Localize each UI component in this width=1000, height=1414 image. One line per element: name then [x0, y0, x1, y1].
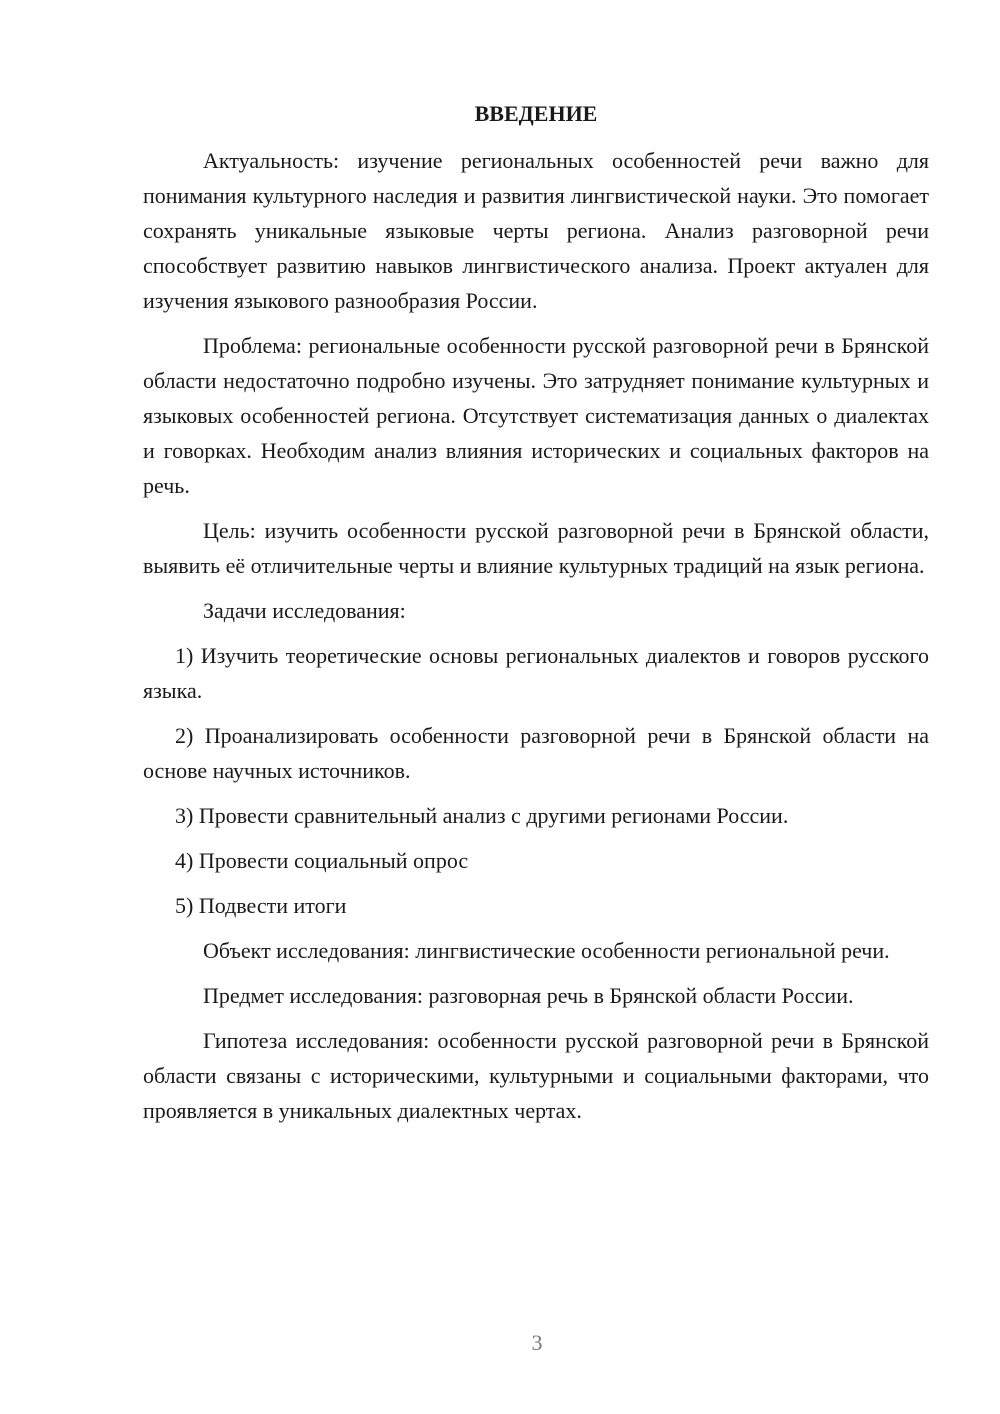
goal-paragraph: Цель: изучить особенности русской разговорной речи в Брянской области, выявить её отличительные черты и влияние культурных традиций на язык региона.: [143, 518, 929, 578]
subject-paragraph: Предмет исследования: разговорная речь в Брянской области России.: [203, 983, 854, 1008]
task-item-4: 4) Провести социальный опрос: [175, 848, 469, 873]
task-item-1: 1) Изучить теоретические основы региональных диалектов и говоров русского языка.: [143, 643, 929, 703]
page-number: 3: [531, 1330, 543, 1355]
hypothesis-paragraph: Гипотеза исследования: особенности русской разговорной речи в Брянской области связаны с историческими, культурными и социальными факторами, что проявляется в уникальных диалектных чертах.: [143, 1028, 929, 1123]
task-item-3: 3) Провести сравнительный анализ с другими регионами России.: [175, 803, 789, 828]
object-paragraph: Объект исследования: лингвистические особенности региональной речи.: [203, 938, 890, 963]
relevance-paragraph: Актуальность: изучение региональных особенностей речи важно для понимания культурного наследия и развития лингвистической науки. Это помогает сохранять уникальные языковые черты региона. Анализ разговорной речи способствует развитию навыков лингвистического анализа. Проект актуален для изучения языкового разнообразия России.: [143, 148, 929, 313]
page-content: [143, 96, 929, 1128]
task-item-5: 5) Подвести итоги: [175, 893, 347, 918]
tasks-title: Задачи исследования:: [203, 598, 406, 623]
problem-paragraph: Проблема: региональные особенности русской разговорной речи в Брянской области недостаточно подробно изучены. Это затрудняет понимание культурных и языковых особенностей региона. Отсутствует систематизация данных о диалектах и говорках. Необходим анализ влияния исторических и социальных факторов на речь.: [143, 333, 929, 498]
task-item-2: 2) Проанализировать особенности разговорной речи в Брянской области на основе научных источников.: [143, 723, 929, 783]
section-heading: ВВЕДЕНИЕ: [474, 101, 598, 126]
